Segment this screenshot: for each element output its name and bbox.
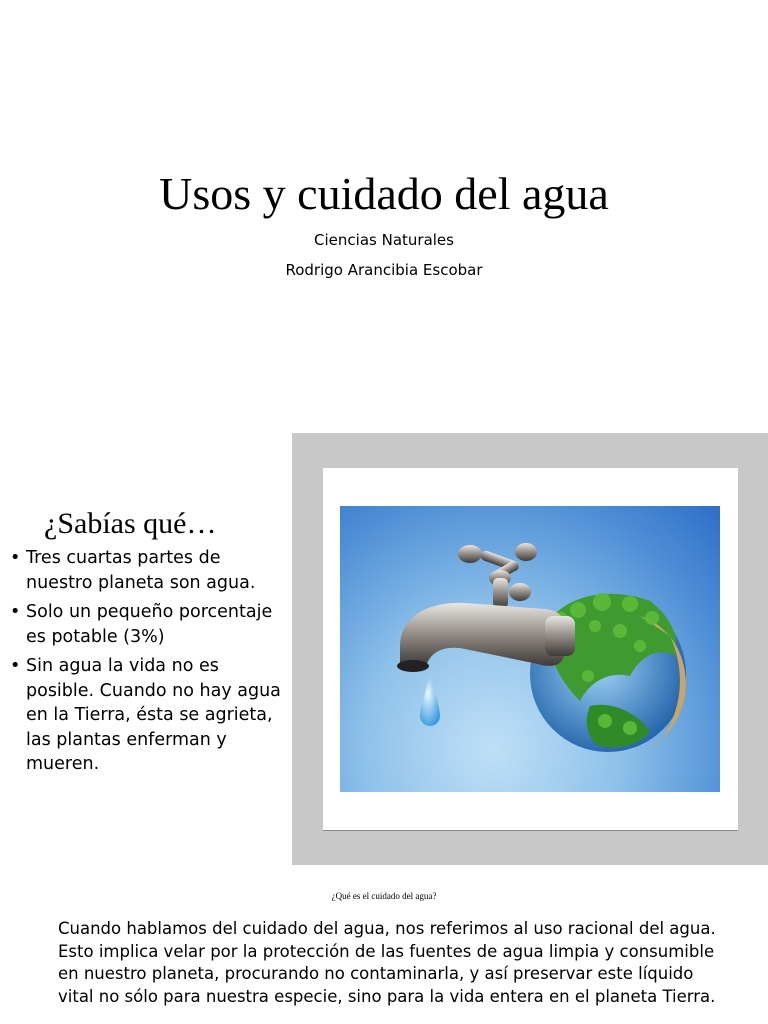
slide-author: Rodrigo Arancibia Escobar <box>285 261 483 279</box>
bullet-icon: • <box>10 656 21 676</box>
image-frame <box>292 433 768 865</box>
faucet-earth-illustration <box>340 506 720 792</box>
bullet-icon: • <box>10 548 21 568</box>
list-item <box>10 654 285 777</box>
section-caption: ¿Qué es el cuidado del agua? <box>331 891 437 901</box>
faucet-earth-image <box>340 506 720 792</box>
facts-heading: ¿Sabías qué… <box>44 507 217 540</box>
list-item-text: Solo un pequeño porcentaje es potable (3%) <box>26 602 273 647</box>
list-item-text: Sin agua la vida no es posible. Cuando no hay agua en la Tierra, ésta se agrieta, las plantas enferman y mueren. <box>26 656 281 774</box>
facts-slide <box>0 432 768 866</box>
list-item <box>10 600 285 649</box>
image-mat <box>323 468 738 830</box>
list-item <box>10 546 285 595</box>
bullet-icon: • <box>10 602 21 622</box>
list-item-text: Tres cuartas partes de nuestro planeta son agua. <box>26 548 256 593</box>
slide-title: Usos y cuidado del agua <box>159 168 609 219</box>
slide-subtitle: Ciencias Naturales <box>314 231 454 249</box>
title-slide <box>0 0 768 430</box>
body-paragraph: Cuando hablamos del cuidado del agua, nos referimos al uso racional del agua. Esto implica velar por la protección de las fuentes de agua limpia y consumible en nuestro planeta, procurando no contaminarla, y así preservar este líquido vital no sólo para nuestra especie, sino para la vida entera en el planeta Tierra. <box>58 919 716 1006</box>
facts-list <box>10 546 285 782</box>
